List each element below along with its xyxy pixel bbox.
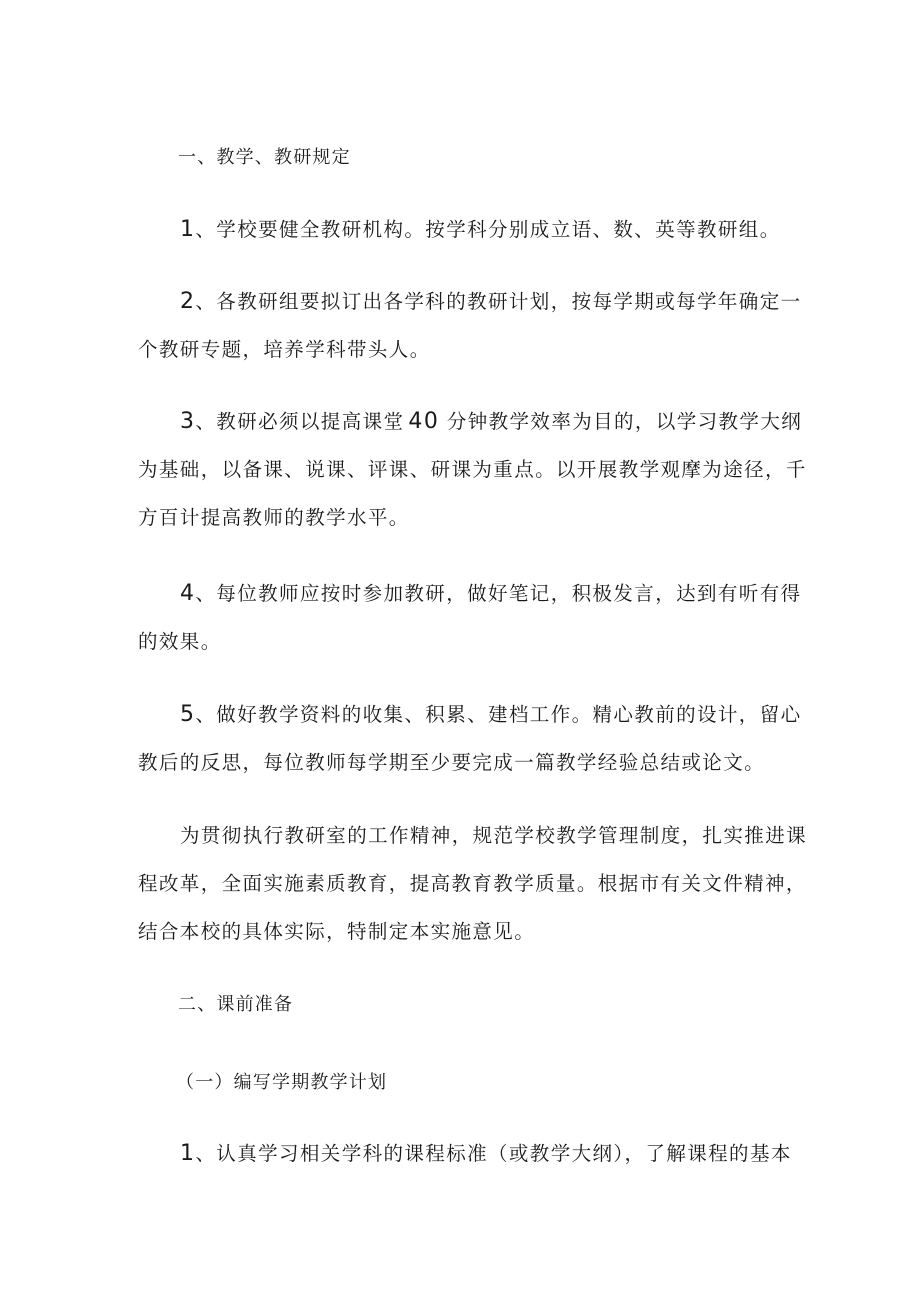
item-text: 、各教研组要拟订出各学科的教研计划，按每学期或每学年确定一 <box>195 290 802 313</box>
item-number: 4 <box>180 581 196 606</box>
list-item <box>180 582 802 606</box>
section-heading <box>178 146 351 170</box>
heading-text: 二、课前准备 <box>178 994 294 1015</box>
paragraph-line <box>180 824 807 848</box>
item-number: 5 <box>180 702 196 727</box>
list-item <box>180 703 802 727</box>
paragraph-text: 为贯彻执行教研室的工作精神，规范学校教学管理制度，扎实推进课 <box>180 824 808 847</box>
paragraph-text: 程改革，全面实施素质教育，提高教育教学质量。根据市有关文件精神， <box>138 872 807 895</box>
item-text: 、每位教师应按时参加教研，做好笔记，积极发言，达到有听有得 <box>195 582 802 605</box>
item-text: 、教研必须以提高课堂 <box>195 410 405 433</box>
item-text: 个教研专题，培养学科带头人。 <box>138 338 431 361</box>
subheading-text: （一）编写学期教学计划 <box>176 1072 388 1093</box>
list-item <box>180 218 781 242</box>
item-text: 、做好教学资料的收集、积累、建档工作。精心教前的设计，留心 <box>195 703 802 726</box>
paragraph-line <box>138 872 807 896</box>
item-number: 3 <box>180 409 196 434</box>
heading-text: 一、教学、教研规定 <box>178 147 351 168</box>
list-item <box>180 290 802 314</box>
subsection-heading <box>176 1071 387 1095</box>
item-text: 方百计提高教师的教学水平。 <box>138 506 410 529</box>
item-continuation <box>138 506 410 530</box>
item-continuation <box>138 630 222 654</box>
item-continuation <box>138 458 807 482</box>
item-text: 、认真学习相关学科的课程标准（或教学大纲），了解课程的基本 <box>195 1142 792 1165</box>
item-text: 为基础，以备课、说课、评课、研课为重点。以开展教学观摩为途径，千 <box>138 458 807 481</box>
item-number: 1 <box>180 1141 196 1166</box>
item-text: 教后的反思，每位教师每学期至少要完成一篇教学经验总结或论文。 <box>138 751 766 774</box>
section-heading <box>178 993 293 1017</box>
paragraph-line <box>138 920 535 944</box>
item-continuation <box>138 338 431 362</box>
item-number: 2 <box>180 289 196 314</box>
paragraph-text: 结合本校的具体实际，特制定本实施意见。 <box>138 920 536 943</box>
item-text: 的效果。 <box>138 630 222 653</box>
list-item <box>180 410 802 434</box>
list-item <box>180 1142 792 1166</box>
item-text: 分钟教学效率为目的，以学习教学大纲 <box>439 410 803 433</box>
inline-number: 40 <box>408 409 440 434</box>
item-continuation <box>138 751 765 775</box>
item-text: 、学校要健全教研机构。按学科分别成立语、数、英等教研组。 <box>195 218 781 241</box>
item-number: 1 <box>180 217 196 242</box>
